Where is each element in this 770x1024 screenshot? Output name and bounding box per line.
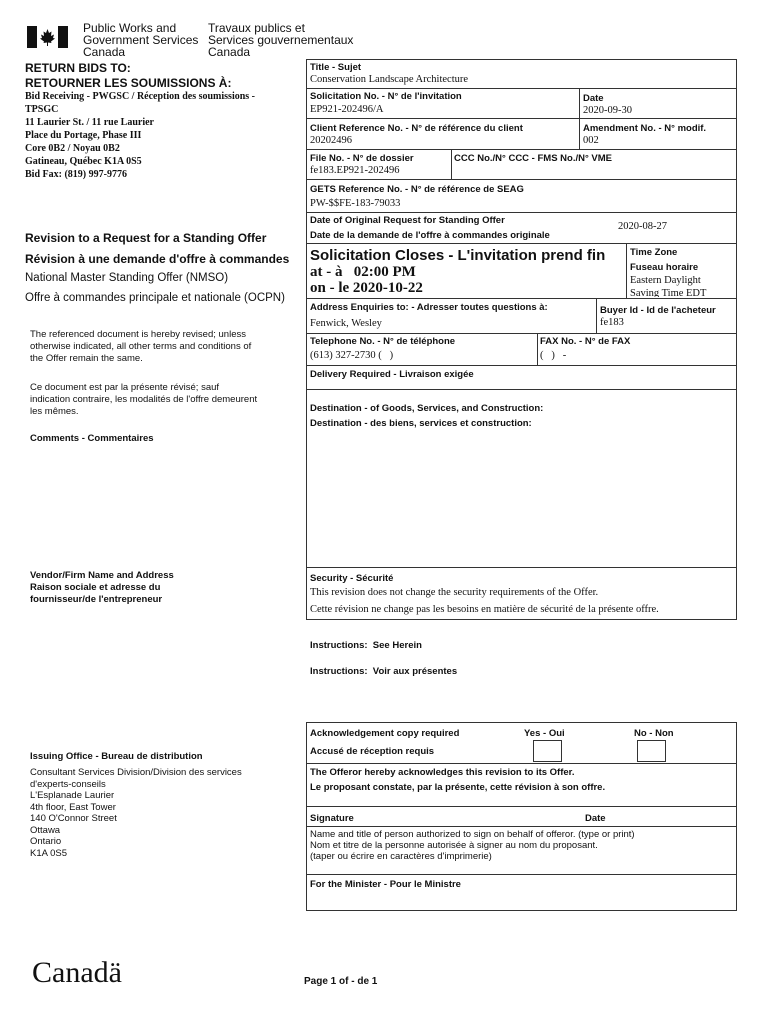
destination-label-en: Destination - of Goods, Services, and Construction: [310, 403, 544, 414]
file-value: fe183.EP921-202496 [310, 165, 400, 176]
ack-label-fr: Accusé de réception requis [310, 746, 435, 757]
title-value: Conservation Landscape Architecture [310, 74, 469, 85]
solicitation-label: Solicitation No. - N° de l'invitation [310, 91, 462, 102]
security-en: This revision does not change the security requirements of the Offer. [310, 587, 599, 598]
buyer-id-label: Buyer Id - Id de l'acheteur [600, 305, 716, 316]
orig-date-label-en: Date of Original Request for Standing Offer [310, 215, 505, 226]
return-bids-title-fr: RETOURNER LES SOUMISSIONS À: [25, 76, 232, 90]
issuing-office-address [30, 767, 242, 859]
buyer-id-value: fe183 [600, 317, 624, 328]
gets-value: PW-$$FE-183-79033 [310, 198, 401, 209]
office-line: Ontario [30, 836, 62, 847]
dept-fr-line: Canada [208, 45, 251, 59]
dept-en-line: Public Works and [83, 21, 177, 35]
timezone-value-2: Saving Time EDT [630, 288, 707, 297]
notice-line: les mêmes. [30, 406, 79, 417]
signature-note-line: (taper ou écrire en caractères d'imprimerie) [310, 851, 492, 862]
signature-label: Signature [310, 813, 354, 824]
dept-en-line: Government Services [83, 33, 199, 47]
client-ref-value: 20202496 [310, 135, 352, 146]
instructions-en: Instructions: See Herein [310, 640, 422, 651]
client-ref-label: Client Reference No. - N° de référence du client [310, 123, 523, 134]
signature-note-line: Nom et titre de la personne autorisée à signer au nom du proposant. [310, 840, 598, 851]
no-label: No - Non [634, 728, 674, 739]
revision-title-en: Revision to a Request for a Standing Offer [25, 231, 267, 245]
notice-line: otherwise indicated, all other terms and conditions of [30, 341, 252, 352]
yes-label: Yes - Oui [524, 728, 565, 739]
closes-line2: at - à 02:00 PM [310, 264, 416, 280]
address-line: Core 0B2 / Noyau 0B2 [25, 143, 120, 154]
office-line: 4th floor, East Tower [30, 801, 116, 813]
office-line: 140 O'Connor Street [30, 813, 117, 824]
dept-en-line: Canada [83, 45, 126, 59]
office-line: Consultant Services Division/Division des services [30, 767, 242, 778]
instructions-fr: Instructions: Voir aux présentes [310, 666, 458, 677]
telephone-value: (613) 327-2730 ( ) [310, 350, 394, 361]
destination-box [306, 389, 737, 568]
timezone-label-en: Time Zone [630, 247, 678, 258]
office-line: L'Esplanade Laurier [30, 790, 115, 801]
signature-date-label: Date [585, 813, 606, 824]
security-fr: Cette révision ne change pas les besoins en matière de sécurité de la présente offre. [310, 604, 659, 615]
nmso-en: National Master Standing Offer (NMSO) [25, 272, 229, 284]
vendor-label-line: Vendor/Firm Name and Address [30, 570, 174, 581]
address-line: Bid Fax: (819) 997-9776 [25, 169, 127, 180]
revision-notice-fr [30, 382, 257, 418]
notice-line: the Offer remain the same. [30, 353, 143, 364]
page-number: Page 1 of - de 1 [304, 976, 378, 987]
destination-label-fr: Destination - des biens, services et construction: [310, 418, 532, 429]
address-line: Place du Portage, Phase III [25, 130, 142, 141]
return-bids-title-en: RETURN BIDS TO: [25, 61, 131, 75]
return-bids-address [25, 90, 255, 181]
address-enquiries-label: Address Enquiries to: - Adresser toutes questions à: [310, 302, 548, 313]
timezone-value-1: Eastern Daylight [630, 275, 701, 286]
signature-note-line: Name and title of person authorized to sign on behalf of offeror. (type or print) [310, 829, 635, 840]
notice-line: Ce document est par la présente révisé; sauf [30, 382, 220, 393]
offeror-en: The Offeror hereby acknowledges this revision to its Offer. [310, 767, 575, 778]
no-checkbox[interactable] [637, 740, 666, 762]
telephone-label: Telephone No. - N° de téléphone [310, 336, 456, 347]
closes-line1: Solicitation Closes - L'invitation prend fin [310, 247, 606, 264]
dept-fr-line: Travaux publics et [208, 21, 305, 35]
address-line: 11 Laurier St. / 11 rue Laurier [25, 117, 154, 128]
office-line: K1A 0S5 [30, 847, 67, 859]
orig-date-value: 2020-08-27 [618, 221, 667, 232]
offeror-fr: Le proposant constate, par la présente, cette révision à son offre. [310, 782, 606, 793]
comments-label: Comments - Commentaires [30, 433, 154, 444]
vendor-label-line: fournisseur/de l'entrepreneur [30, 594, 163, 605]
date-value: 2020-09-30 [583, 105, 632, 116]
solicitation-value: EP921-202496/A [310, 104, 384, 115]
nmso-fr: Offre à commandes principale et nationale (OCPN) [25, 292, 285, 304]
closes-line3: on - le 2020-10-22 [310, 280, 423, 296]
notice-line: indication contraire, les modalités de l'offre demeurent [30, 394, 258, 405]
office-line: d'experts-conseils [30, 778, 106, 790]
address-enquiries-value: Fenwick, Wesley [310, 318, 382, 329]
date-label: Date [583, 93, 604, 104]
signature-note [310, 829, 635, 862]
canada-wordmark: Canadä [32, 956, 122, 989]
address-line: TPSGC [25, 104, 59, 115]
file-label: File No. - N° de dossier [310, 153, 414, 164]
timezone-label-fr: Fuseau horaire [630, 262, 699, 273]
issuing-office-label: Issuing Office - Bureau de distribution [30, 751, 203, 762]
fax-value: ( ) - [540, 350, 567, 361]
revision-title-fr: Révision à une demande d'offre à commandes [25, 252, 290, 266]
security-label: Security - Sécurité [310, 573, 394, 584]
revision-notice-en [30, 329, 251, 365]
amendment-label: Amendment No. - N° modif. [583, 123, 707, 134]
address-line: Bid Receiving - PWGSC / Réception des soumissions - [25, 91, 256, 102]
ccc-label: CCC No./N° CCC - FMS No./N° VME [454, 153, 613, 164]
government-flag-logo [27, 26, 68, 48]
department-name-en [83, 22, 198, 58]
title-label: Title - Sujet [310, 62, 362, 73]
department-name-fr [208, 22, 353, 58]
minister-label: For the Minister - Pour le Ministre [310, 879, 461, 890]
amendment-value: 002 [583, 135, 599, 146]
timezone-value-clip [630, 275, 736, 297]
orig-date-label-fr: Date de la demande de l'offre à commandes originale [310, 230, 550, 241]
gets-label: GETS Reference No. - N° de référence de SEAG [310, 184, 524, 195]
vendor-label-line: Raison sociale et adresse du [30, 582, 161, 593]
notice-line: The referenced document is hereby revised; unless [30, 329, 246, 340]
delivery-label: Delivery Required - Livraison exigée [310, 369, 474, 380]
office-line: Ottawa [30, 824, 61, 836]
yes-checkbox[interactable] [533, 740, 562, 762]
fax-label: FAX No. - N° de FAX [540, 336, 631, 347]
address-line: Gatineau, Québec K1A 0S5 [25, 156, 142, 167]
ack-label-en: Acknowledgement copy required [310, 728, 460, 739]
dept-fr-line: Services gouvernementaux [208, 33, 354, 47]
vendor-label [30, 570, 174, 606]
